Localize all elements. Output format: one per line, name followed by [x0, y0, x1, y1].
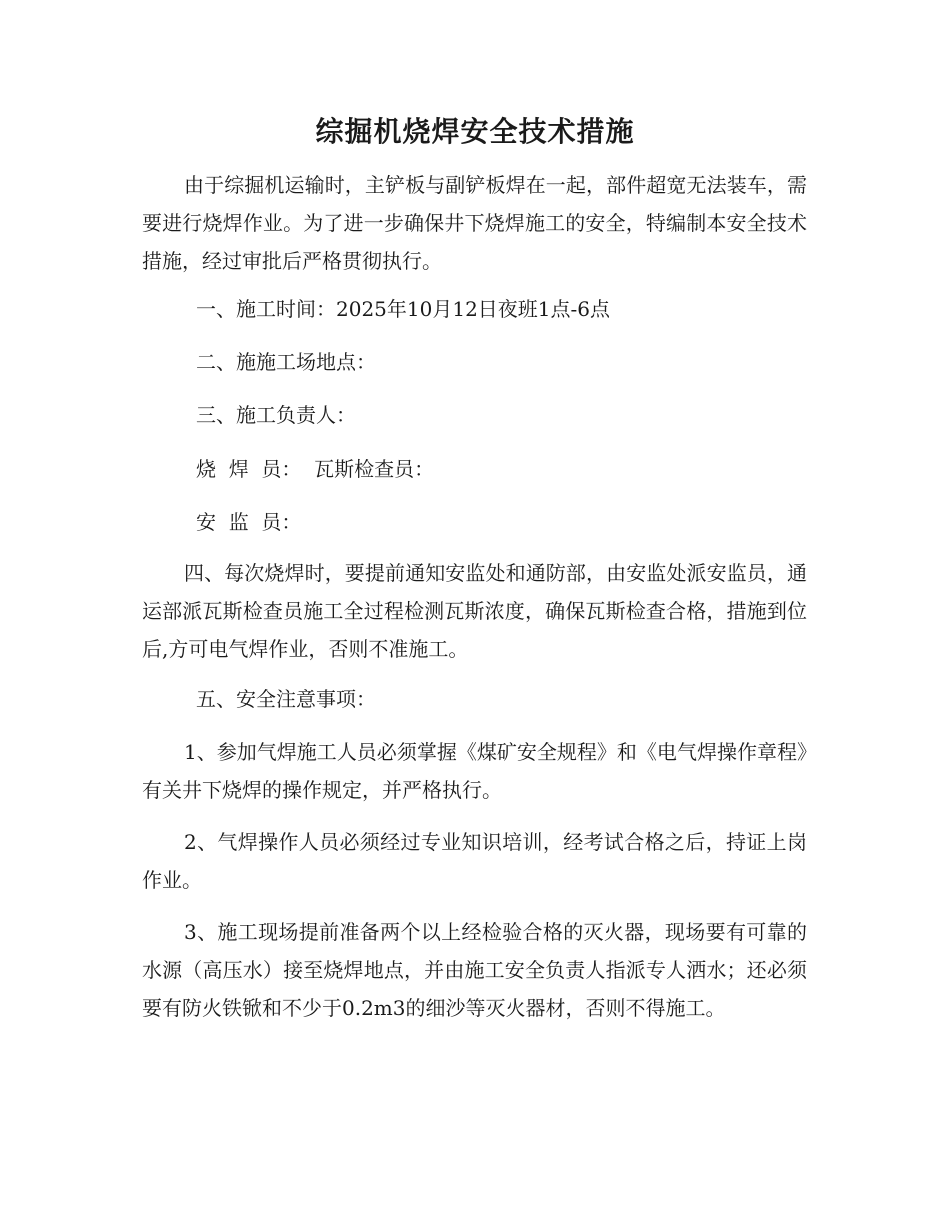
welding-notification-paragraph: 四、每次烧焊时，要提前通知安监处和通防部，由安监处派安监员，通运部派瓦斯检查员施工全过程检测瓦斯浓度，确保瓦斯检查合格，措施到位后,方可电气焊作业，否则不准施工。: [142, 561, 807, 661]
construction-time-item: 一、施工时间：2025年10月12日夜班1点-6点: [196, 297, 611, 321]
safety-notes-heading: 五、安全注意事项：: [196, 687, 376, 711]
safety-supervisor-line: 安 监 员：: [196, 510, 302, 534]
construction-site-item: 二、施施工场地点：: [196, 350, 376, 374]
safety-note-1: 1、参加气焊施工人员必须掌握《煤矿安全规程》和《电气焊操作章程》有关井下烧焊的操作规定，并严格执行。: [142, 740, 807, 802]
safety-note-2: 2、气焊操作人员必须经过专业知识培训，经考试合格之后，持证上岗作业。: [142, 830, 807, 892]
intro-paragraph: 由于综掘机运输时，主铲板与副铲板焊在一起，部件超宽无法装车，需要进行烧焊作业。为了进一步确保井下烧焊施工的安全，特编制本安全技术措施，经过审批后严格贯彻执行。: [142, 173, 807, 273]
construction-leader-item: 三、施工负责人：: [196, 403, 356, 427]
document-title: 综掘机烧焊安全技术措施: [315, 115, 635, 148]
safety-note-3: 3、施工现场提前准备两个以上经检验合格的灭火器，现场要有可靠的水源（高压水）接至烧焊地点，并由施工安全负责人指派专人洒水；还必须要有防火铁锨和不少于0.2m3的细沙等灭火器材，否则不得施工。: [142, 920, 807, 1020]
welder-and-gas-inspector-line: 烧 焊 员： 瓦斯检查员：: [196, 457, 435, 481]
